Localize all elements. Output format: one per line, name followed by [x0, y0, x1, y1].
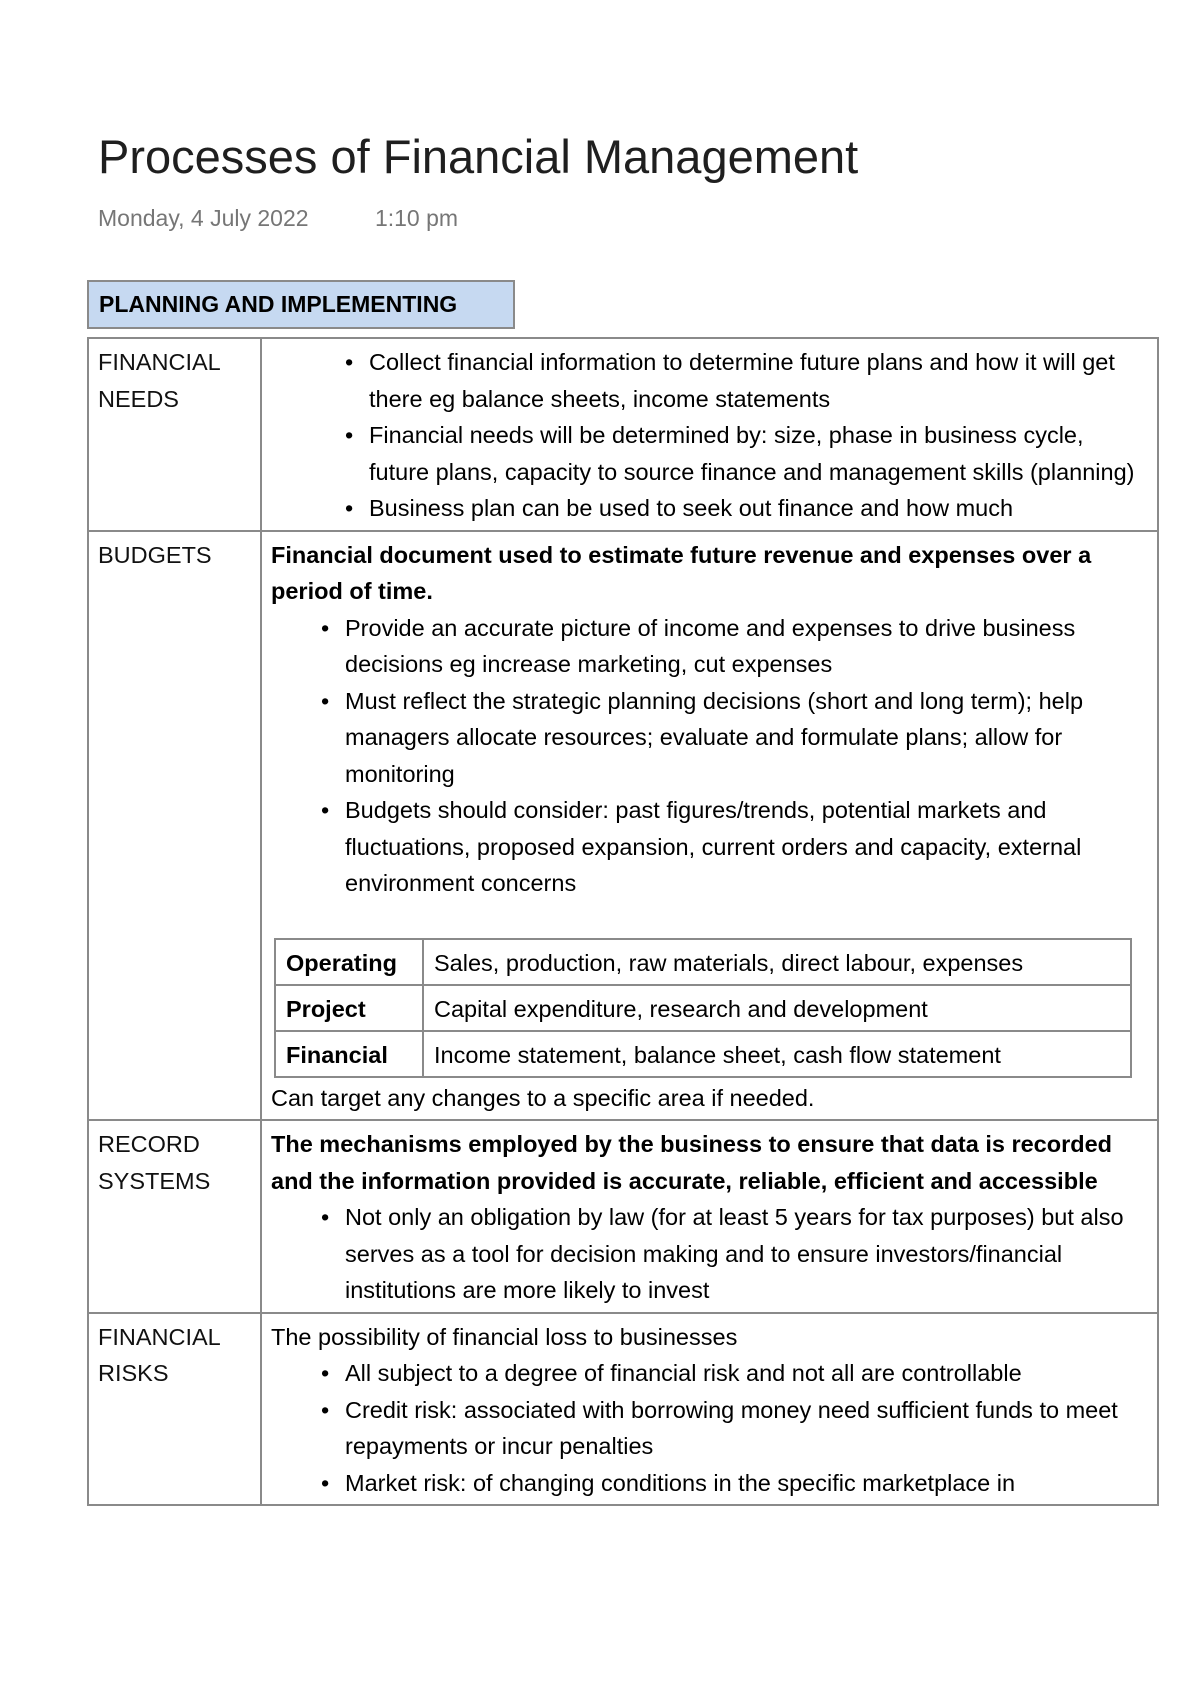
- table-row: [88, 1313, 1158, 1506]
- list-item: • Credit risk: associated with borrowing money need sufficient funds to meet repayments or incur penalties: [345, 1392, 1149, 1465]
- table-row: [275, 985, 1131, 1031]
- row-content: [261, 531, 1158, 1121]
- list-item: • Market risk: of changing conditions in the specific marketplace in: [345, 1465, 1149, 1502]
- row-lead: The possibility of financial loss to businesses: [271, 1323, 738, 1350]
- row-content: [261, 338, 1158, 531]
- row-footer: Can target any changes to a specific area if needed.: [271, 1084, 815, 1111]
- row-content: [261, 1120, 1158, 1313]
- list-item: • Not only an obligation by law (for at least 5 years for tax purposes) but also serves as a tool for decision making and to ensure investors/financial institutions are more likely to invest: [345, 1199, 1149, 1309]
- list-item: • Budgets should consider: past figures/trends, potential markets and fluctuations, proposed expansion, current orders and capacity, external environment concerns: [345, 792, 1149, 902]
- bullet-list: [271, 1199, 1149, 1309]
- table-row: [275, 1031, 1131, 1077]
- bullet-list: [271, 1355, 1149, 1501]
- budget-type-desc: Sales, production, raw materials, direct labour, expenses: [423, 939, 1131, 985]
- section-header: PLANNING AND IMPLEMENTING: [87, 280, 515, 329]
- page-title: Processes of Financial Management: [98, 130, 859, 183]
- list-item: • Must reflect the strategic planning decisions (short and long term); help managers allocate resources; evaluate and formulate plans; allow for monitoring: [345, 683, 1149, 793]
- table-row: [88, 338, 1158, 531]
- table-row: [88, 1120, 1158, 1313]
- bullet-list: [271, 344, 1149, 527]
- bullet-list: [271, 610, 1149, 902]
- table-row: [275, 939, 1131, 985]
- row-label: FINANCIAL NEEDS: [88, 338, 261, 531]
- budget-types-table: [274, 938, 1132, 1078]
- row-label: RECORD SYSTEMS: [88, 1120, 261, 1313]
- budget-type-name: Project: [275, 985, 423, 1031]
- list-item: • Financial needs will be determined by: size, phase in business cycle, future plans, capacity to source finance and management skills (planning): [369, 417, 1149, 490]
- spacer: [271, 902, 1149, 938]
- budget-type-name: Financial: [275, 1031, 423, 1077]
- list-item: • Business plan can be used to seek out finance and how much: [369, 490, 1149, 527]
- list-item: • Provide an accurate picture of income and expenses to drive business decisions eg increase marketing, cut expenses: [345, 610, 1149, 683]
- notes-table-container: [87, 337, 1159, 1582]
- row-lead: Financial document used to estimate future revenue and expenses over a period of time.: [271, 541, 1092, 604]
- row-label: BUDGETS: [88, 531, 261, 1121]
- budget-type-desc: Capital expenditure, research and development: [423, 985, 1131, 1031]
- list-item: • Collect financial information to determine future plans and how it will get there eg balance sheets, income statements: [369, 344, 1149, 417]
- list-item: • All subject to a degree of financial risk and not all are controllable: [345, 1355, 1149, 1392]
- table-row: [88, 531, 1158, 1121]
- budget-type-desc: Income statement, balance sheet, cash flow statement: [423, 1031, 1131, 1077]
- row-lead: The mechanisms employed by the business to ensure that data is recorded and the information provided is accurate, reliable, efficient and accessible: [271, 1131, 1113, 1194]
- row-content: [261, 1313, 1158, 1506]
- page-date: Monday, 4 July 2022: [98, 205, 309, 231]
- page-meta: [98, 205, 458, 232]
- row-label: FINANCIAL RISKS: [88, 1313, 261, 1506]
- budget-type-name: Operating: [275, 939, 423, 985]
- notes-table: [87, 337, 1159, 1506]
- page-time: 1:10 pm: [374, 205, 459, 231]
